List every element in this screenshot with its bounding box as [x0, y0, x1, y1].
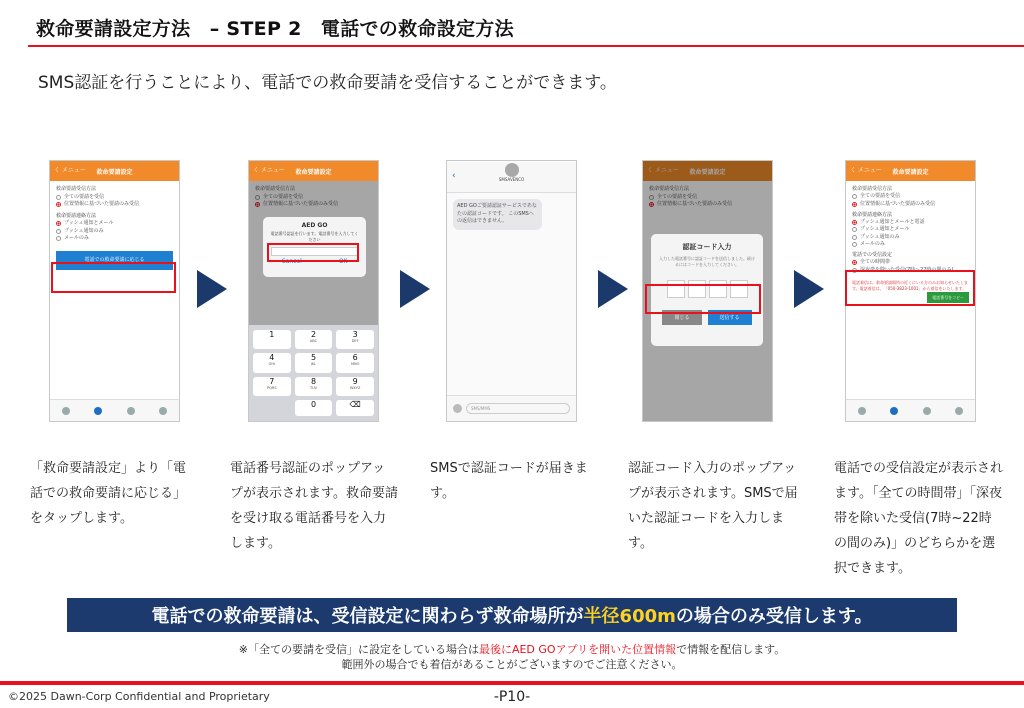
warning-text: 電話着信は、救命要請場所の近くにいる方のみお知らせいたします。電話着信は、「050-3823-1001」から着信をいたします。: [852, 279, 968, 291]
radio-icon: [852, 235, 857, 240]
section-label: 救命要請受信方法: [649, 186, 690, 192]
keypad-key[interactable]: ⌫: [336, 400, 374, 416]
highlight-box: [51, 262, 176, 293]
popup-message: 入力した電話番号に認証コードを送信しました。続けるにはコードを入力してください。: [659, 256, 755, 267]
app-header-title: 救命要請設定: [96, 168, 133, 176]
option-label: プッシュ通知とメール: [860, 226, 910, 233]
radio-option[interactable]: [56, 220, 173, 228]
back-link[interactable]: く メニュー: [647, 167, 679, 174]
step-description-5: 電話での受信設定が表示されます。「全ての時間帯」「深夜帯を除いた受信(7時~22時の間のみ)」のどちらかを選択できます。: [834, 461, 1004, 576]
back-chevron-icon[interactable]: ‹: [452, 171, 456, 181]
chat-icon[interactable]: [923, 407, 931, 415]
sender-name: SMSAVENCO: [498, 177, 525, 182]
title-divider: [28, 45, 1024, 47]
screenshot-step3: [446, 160, 577, 422]
chat-icon[interactable]: [127, 407, 135, 415]
keypad-key[interactable]: 5 JKL: [295, 353, 333, 372]
step-description-2: 電話番号認証のポップアップが表示されます。救命要請を受け取る電話番号を入力します。: [230, 461, 398, 551]
heart-icon[interactable]: [858, 407, 866, 415]
section-label: 救命要請受信方法: [255, 186, 296, 192]
back-link[interactable]: く メニュー: [54, 167, 86, 174]
popup-title: 認証コード入力: [682, 243, 732, 251]
option-label: 深夜帯を除いた受信(7時〜22時の間のみ): [860, 266, 954, 273]
radio-icon: [56, 236, 61, 241]
keypad-key[interactable]: 8 TUV: [295, 377, 333, 396]
option-label: プッシュ通知とメール: [64, 220, 114, 226]
notice-banner: [67, 598, 957, 632]
radio-icon: [852, 227, 857, 232]
radio-option[interactable]: [56, 228, 173, 236]
keypad-key[interactable]: 1: [253, 330, 291, 349]
map-pin-icon[interactable]: [94, 407, 102, 415]
app-header: [50, 161, 179, 181]
app-header-title: 救命要請設定: [295, 168, 332, 176]
page-title: 救命要請設定方法 – STEP 2 電話での救命設定方法: [36, 18, 514, 40]
option-label: プッシュ通知とメールと電話: [860, 219, 925, 225]
app-header: [249, 161, 378, 181]
option-label: 全ての要請を受信: [64, 193, 105, 200]
banner-highlight: 半径600m: [583, 606, 676, 627]
keypad-key[interactable]: 4 GHI: [253, 353, 291, 372]
send-button[interactable]: 送信する: [708, 310, 752, 325]
option-label: 全ての要請を受信: [263, 193, 304, 200]
back-link[interactable]: く メニュー: [850, 167, 882, 174]
keypad-key[interactable]: 6 MNO: [336, 353, 374, 372]
option-label: プッシュ通知のみ: [860, 233, 900, 240]
radio-selected-icon: [852, 202, 857, 207]
note-emphasis: 最後にAED GOアプリを開いた位置情報: [478, 643, 677, 656]
radio-selected-icon: [852, 260, 857, 265]
option-label: 全ての要請を受信: [860, 193, 901, 200]
radio-option[interactable]: [56, 201, 173, 209]
step-description-3: SMSで認証コードが届きます。: [430, 461, 588, 501]
section-label: 救命要請連絡方法: [852, 211, 893, 218]
option-label: メールのみ: [860, 240, 885, 247]
keypad-key: [253, 400, 291, 416]
numeric-keypad: [249, 325, 378, 421]
sms-bubble: AED GOご要請認証サービスであなたの認証コードです。 このSMSへの返信はできません。: [453, 199, 542, 230]
copy-number-button[interactable]: 電話番号をコピー: [927, 292, 969, 303]
tab-bar: [50, 399, 179, 421]
radio-icon: [852, 194, 857, 199]
radio-option[interactable]: [852, 259, 969, 266]
step-arrow-icon: [598, 270, 628, 308]
contact-avatar-icon: [505, 163, 519, 177]
radio-selected-icon: [56, 202, 61, 207]
banner-text-after: の場合のみ受信します。: [675, 606, 873, 627]
keypad-key[interactable]: 3 DEF: [336, 330, 374, 349]
option-label: 位置情報に基づいた要請のみ受信: [860, 200, 936, 207]
tab-bar: [846, 399, 975, 421]
radio-icon: [56, 229, 61, 234]
popup-message: 電話番号認証を行います。電話番号を入力してください: [270, 231, 359, 242]
banner-text-before: 電話での救命要請は、受信設定に関わらず救命場所が: [151, 606, 584, 627]
heart-icon[interactable]: [62, 407, 70, 415]
note-text: ※「全ての要請を受信」に設定をしている場合は: [238, 643, 479, 656]
option-label: 位置情報に基づいた要請のみ受信: [263, 201, 339, 207]
radio-icon: [852, 242, 857, 247]
close-button[interactable]: 閉じる: [662, 310, 701, 325]
footnote: [0, 642, 1024, 672]
keypad-key[interactable]: 7 PQRS: [253, 377, 291, 396]
screenshot-step2: [248, 160, 379, 422]
option-label: プッシュ通知のみ: [64, 227, 104, 234]
step-arrow-icon: [400, 270, 430, 308]
plus-icon[interactable]: [453, 404, 462, 413]
copyright: ©2025 Dawn-Corp Confidential and Proprietary: [8, 690, 270, 703]
radio-option[interactable]: [56, 235, 173, 243]
keypad-key[interactable]: 9 WXYZ: [336, 377, 374, 396]
option-label: 位置情報に基づいた要請のみ受信: [657, 201, 733, 207]
step-description-4: 認証コード入力のポップアップが表示されます。SMSで届いた認証コードを入力します。: [628, 461, 798, 551]
section-label: 救命要請受信方法: [56, 186, 97, 192]
note-text: 範囲外の場合でも着信があることがございますのでご注意ください。: [341, 658, 683, 671]
keypad-key[interactable]: 2 ABC: [295, 330, 333, 349]
page-number: -P10-: [493, 689, 531, 705]
highlight-box: [267, 243, 359, 262]
radio-icon: [56, 195, 61, 200]
section-label: 救命要請受信方法: [852, 186, 893, 192]
message-input[interactable]: SMS/MMS: [466, 403, 570, 414]
app-header-title: 救命要請設定: [689, 168, 726, 176]
highlight-box: [645, 284, 761, 314]
radio-option[interactable]: [56, 194, 173, 202]
app-header-title: 救命要請設定: [892, 168, 929, 176]
step-description-1: 「救命要請設定」より「電話での救命要請に応じる」をタップします。: [30, 461, 187, 526]
section-label: 電話での受信設定: [852, 252, 893, 258]
cancel-button[interactable]: Cancel: [281, 258, 302, 265]
popup-title: AED GO: [301, 222, 328, 229]
back-link[interactable]: く メニュー: [253, 167, 285, 174]
radio-selected-icon: [852, 220, 857, 225]
lead-text: SMS認証を行うことにより、電話での救命要請を受信することができます。: [38, 73, 617, 93]
ok-button[interactable]: OK: [338, 258, 348, 265]
option-label: 全ての要請を受信: [657, 193, 698, 200]
gear-icon[interactable]: [955, 407, 963, 415]
option-label: メールのみ: [64, 235, 89, 241]
keypad-key[interactable]: 0: [295, 400, 333, 416]
option-label: 全ての時間帯: [860, 259, 891, 266]
map-pin-icon[interactable]: [890, 407, 898, 415]
highlight-box: [845, 270, 975, 306]
step-arrow-icon: [197, 270, 227, 308]
step-arrow-icon: [794, 270, 824, 308]
note-text: で情報を配信します。: [676, 643, 786, 656]
radio-selected-icon: [56, 221, 61, 226]
phone-rescue-button[interactable]: 電話での救命要請に応じる: [56, 251, 173, 271]
footer-divider: [0, 681, 1024, 685]
option-label: 位置情報に基づいた要請のみ受信: [64, 201, 140, 207]
gear-icon[interactable]: [159, 407, 167, 415]
section-label: 救命要請連絡方法: [56, 212, 97, 219]
app-header: [846, 161, 975, 181]
